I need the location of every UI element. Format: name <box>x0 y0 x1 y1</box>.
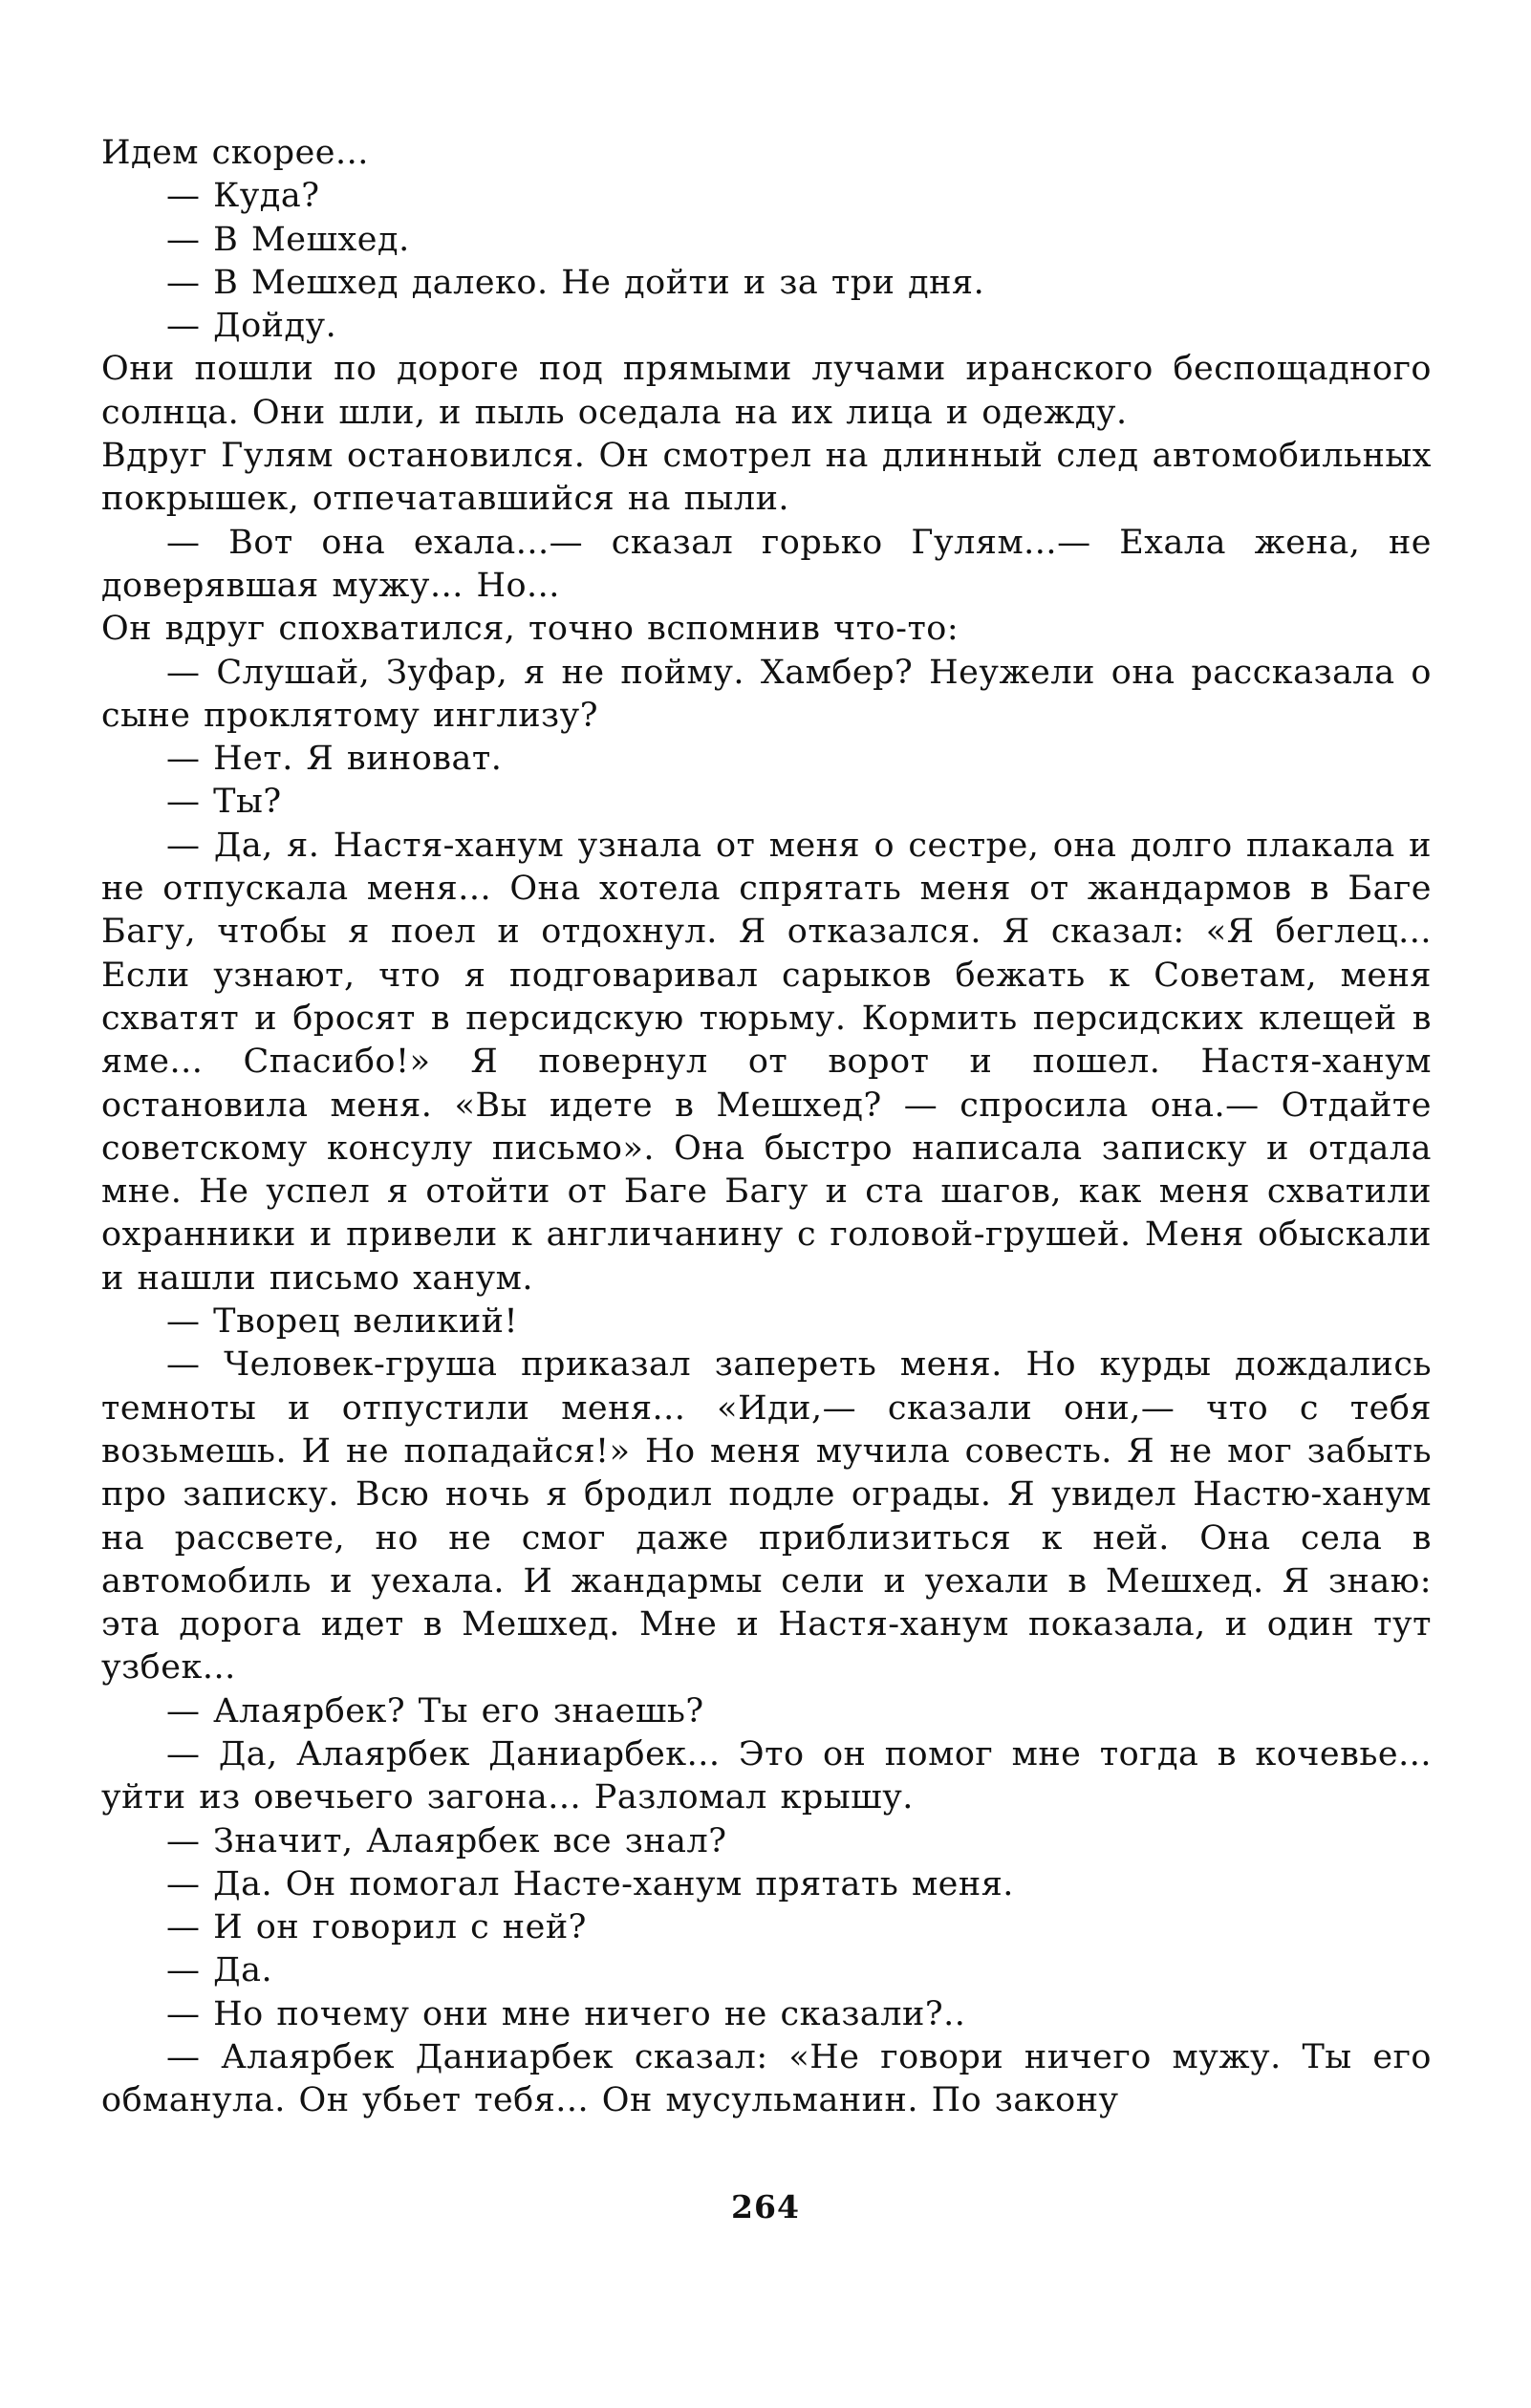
paragraph: — Да. Он помогал Насте-ханум прятать меня. <box>166 1864 1014 1903</box>
paragraph: — Нет. Я виноват. <box>166 740 503 779</box>
paragraph: Вдруг Гулям остановился. Он смотрел на длинный след автомобильных покрышек, отпечатавшийся на пыли. <box>101 437 1432 519</box>
paragraph: — Значит, Алаярбек все знал? <box>166 1821 727 1860</box>
paragraph: — Да. <box>166 1951 273 1990</box>
paragraph: — Да, Алаярбек Даниарбек... Это он помог мне тогда в кочевье... уйти из овечьего загона... Разломал крышу. <box>101 1734 1432 1817</box>
paragraph: Он вдруг спохватился, точно вспомнив что-то: <box>101 610 960 649</box>
paragraph: Они пошли по дороге под прямыми лучами иранского беспощадного солнца. Они шли, и пыль оседала на их лица и одежду. <box>101 350 1432 432</box>
paragraph: — Да, я. Настя-ханум узнала от меня о сестре, она долго плакала и не отпускала меня... Она хотела спрятать меня от жандармов в Баге Багу, чтобы я поел и отдохнул. Я отказался. Я сказал: «Я беглец... Если узнают, что я подговаривал сарыков бежать к Советам, меня схватят и бросят в персидскую тюрьму. Кормить персидских клещей в яме... Спасибо!» Я повернул от ворот и пошел. Настя-ханум остановила меня. «Вы идете в Мешхед? — спросила она.— Отдайте советскому консулу письмо». Она быстро написала записку и отдала мне. Не успел я отойти от Баге Багу и ста шагов, как меня схватили охранники и привели к англичанину с головой-грушей. Меня обыскали и нашли письмо ханум. <box>101 826 1432 1298</box>
paragraph: Идем скорее... <box>101 134 369 172</box>
body-text <box>101 132 1432 2123</box>
paragraph: — Человек-груша приказал запереть меня. Но курды дождались темноты и отпустили меня... «Иди,— сказали они,— что с тебя возьмешь. И не попадайся!» Но меня мучила совесть. Я не мог забыть про записку. Всю ночь я бродил подле ограды. Я увидел Настю-ханум на рассвете, но не смог даже приблизиться к ней. Она села в автомобиль и уехала. И жандармы сели и уехали в Мешхед. Я знаю: эта дорога идет в Мешхед. Мне и Настя-ханум показала, и один тут узбек... <box>101 1345 1432 1688</box>
paragraph: — В Мешхед. <box>166 220 410 259</box>
paragraph: — Дойду. <box>166 307 337 346</box>
paragraph: — Но почему они мне ничего не сказали?.. <box>166 1994 966 2033</box>
page-number: 264 <box>731 2188 800 2225</box>
paragraph: — Творец великий! <box>166 1302 519 1342</box>
paragraph: — Ты? <box>166 783 282 822</box>
paragraph: — И он говорил с ней? <box>166 1908 587 1947</box>
paragraph: — Вот она ехала...— сказал горько Гулям...— Ехала жена, не доверявшая мужу... Но... <box>101 523 1432 605</box>
paragraph: — Алаярбек? Ты его знаешь? <box>166 1691 704 1731</box>
paragraph: — Алаярбек Даниарбек сказал: «Не говори ничего мужу. Ты его обманула. Он убьет тебя... Он мусульманин. По закону <box>101 2038 1432 2120</box>
paragraph: — Куда? <box>166 177 320 216</box>
paragraph: — Слушай, Зуфар, я не пойму. Хамбер? Неужели она рассказала о сыне проклятому инглизу? <box>101 653 1432 735</box>
paragraph: — В Мешхед далеко. Не дойти и за три дня. <box>166 263 985 302</box>
